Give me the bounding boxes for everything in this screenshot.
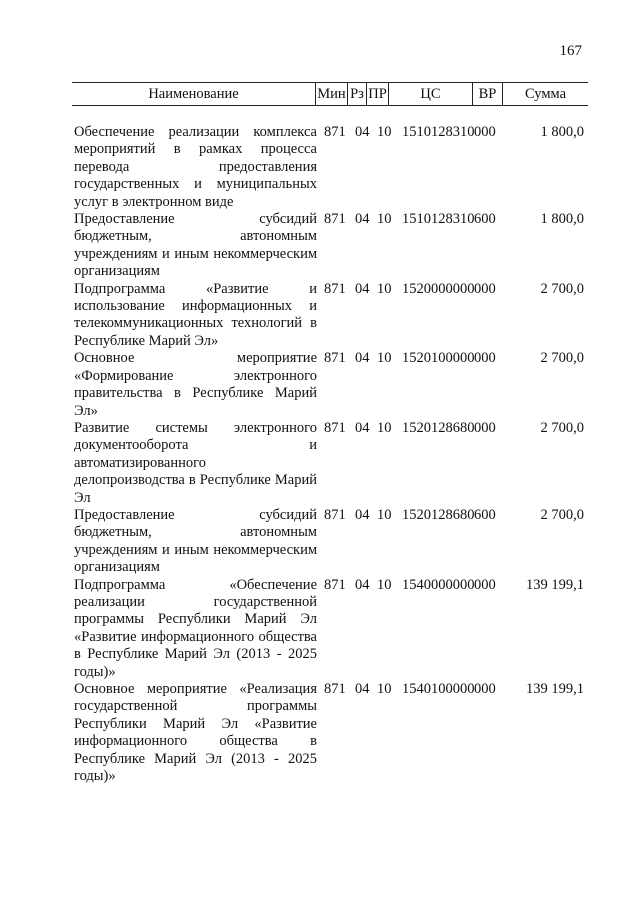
row-min: 871 [324, 211, 346, 228]
row-sum: 139 199,1 [526, 576, 584, 593]
row-pr: 10 [377, 681, 392, 697]
row-cs: 1510128310 [402, 124, 475, 140]
header-pr: ПР [366, 83, 388, 105]
row-cs: 1510128310 [402, 211, 475, 228]
row-min: 871 [324, 419, 346, 436]
row-name: Подпрограмма «Обеспечение реализации государственной программы Республики Марий Эл «Развитие информационного общества в Республике Марий Эл (2013 - 2025 годы)» [74, 576, 317, 680]
row-name: Основное мероприятие «Реализация государственной программы Республики Марий Эл «Развитие информационного общества в Республике Марий Эл (2013 - 2025 годы)» [74, 681, 317, 785]
row-vr: 000 [474, 576, 496, 593]
row-cs: 1540100000 [402, 681, 475, 697]
row-vr: 600 [474, 211, 496, 228]
table-header [72, 82, 588, 106]
row-min: 871 [324, 576, 346, 593]
row-pr: 10 [377, 280, 392, 297]
row-min: 871 [324, 681, 346, 697]
row-sum: 2 700,0 [540, 419, 584, 436]
row-cs: 1520128680 [402, 419, 475, 436]
row-rz: 04 [355, 124, 370, 140]
row-rz: 04 [355, 506, 370, 523]
row-pr: 10 [377, 506, 392, 523]
row-min: 871 [324, 506, 346, 523]
table-row [74, 681, 588, 785]
table-row [74, 211, 588, 281]
table-row [74, 350, 588, 420]
header-name: Наименование [148, 86, 239, 102]
table-row [74, 577, 588, 681]
row-rz: 04 [355, 280, 370, 297]
row-rz: 04 [355, 419, 370, 436]
row-cs: 1520128680 [402, 506, 475, 523]
row-pr: 10 [377, 211, 392, 228]
table-row [74, 124, 588, 211]
row-vr: 600 [474, 506, 496, 523]
header-rz: Рз [347, 83, 366, 105]
row-cs: 1540000000 [402, 576, 475, 593]
row-name: Обеспечение реализации комплекса мероприятий в рамках процесса перевода предоставления государственных и муниципальных услуг в электронном виде [74, 124, 317, 210]
row-sum: 2 700,0 [540, 506, 584, 523]
row-name: Развитие системы электронного документооборота и автоматизированного делопроизводства в Республике Марий Эл [74, 419, 317, 506]
row-vr: 000 [474, 681, 496, 697]
row-name: Предоставление субсидий бюджетным, автономным учреждениям и иным некоммерческим организациям [74, 506, 317, 576]
row-sum: 2 700,0 [540, 350, 584, 367]
row-pr: 10 [377, 419, 392, 436]
row-name: Основное мероприятие «Формирование электронного правительства в Республике Марий Эл» [74, 350, 317, 419]
row-rz: 04 [355, 681, 370, 697]
row-cs: 1520000000 [402, 280, 475, 297]
row-sum: 139 199,1 [526, 681, 584, 697]
row-vr: 000 [474, 350, 496, 367]
row-min: 871 [324, 124, 346, 140]
header-vr: ВР [472, 83, 502, 105]
table-row [74, 420, 588, 507]
row-vr: 000 [474, 124, 496, 140]
row-vr: 000 [474, 419, 496, 436]
row-name: Предоставление субсидий бюджетным, автономным учреждениям и иным некоммерческим организациям [74, 211, 317, 280]
table-body [74, 124, 588, 785]
row-cs: 1520100000 [402, 350, 475, 367]
row-min: 871 [324, 280, 346, 297]
row-min: 871 [324, 350, 346, 367]
row-pr: 10 [377, 576, 392, 593]
row-pr: 10 [377, 124, 392, 140]
table-row [74, 507, 588, 577]
row-sum: 2 700,0 [540, 280, 584, 297]
row-rz: 04 [355, 350, 370, 367]
row-name: Подпрограмма «Развитие и использование информационных и телекоммуникационных технологий в Республике Марий Эл» [74, 280, 317, 349]
row-sum: 1 800,0 [540, 124, 584, 140]
header-cs: ЦС [388, 83, 472, 105]
row-sum: 1 800,0 [540, 211, 584, 228]
row-vr: 000 [474, 280, 496, 297]
table-row [74, 281, 588, 351]
row-rz: 04 [355, 211, 370, 228]
header-min: Мин [315, 83, 347, 105]
row-pr: 10 [377, 350, 392, 367]
page-number: 167 [559, 43, 582, 59]
header-sum: Сумма [502, 83, 588, 105]
row-rz: 04 [355, 576, 370, 593]
